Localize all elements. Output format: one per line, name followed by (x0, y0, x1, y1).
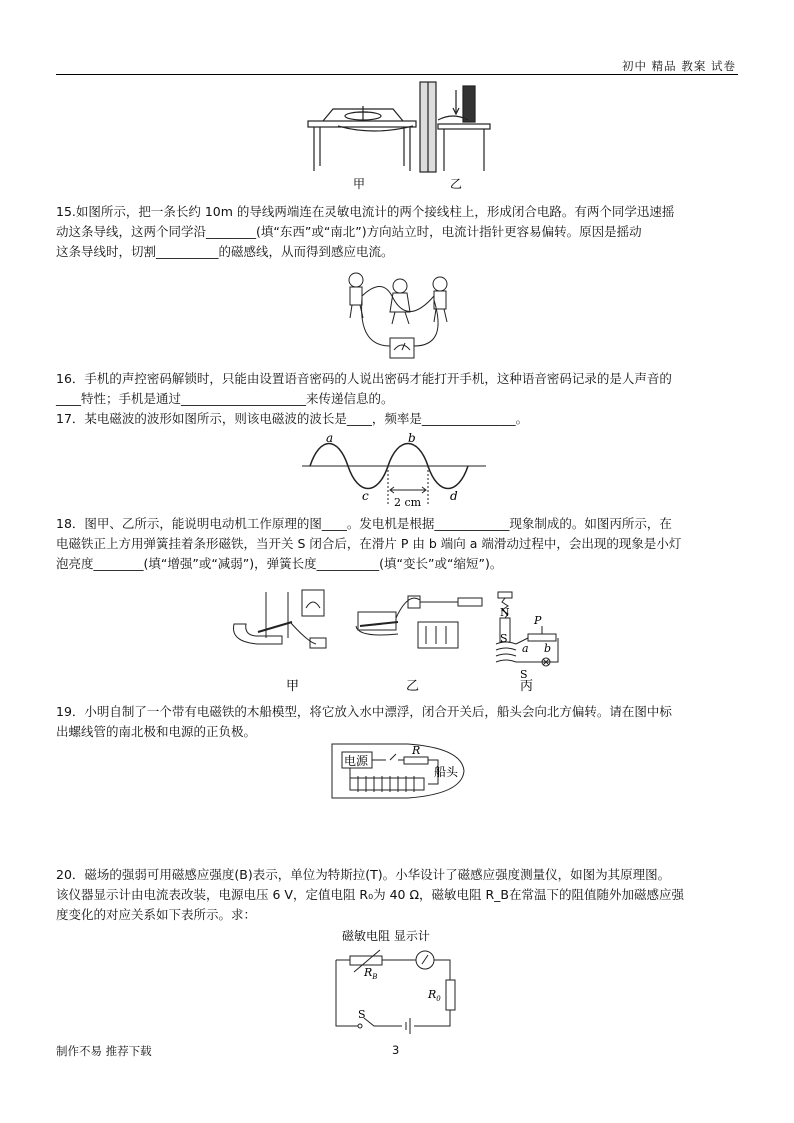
question-17 (56, 409, 744, 429)
question-20 (56, 865, 744, 925)
question-19 (56, 702, 744, 742)
q19-line2: 出螺线管的南北极和电源的正负极。 (56, 724, 257, 739)
experiment-figure-top (298, 76, 508, 196)
q16-line1: 16．手机的声控密码解锁时，只能由设置语音密码的人说出密码才能打开手机，这种语音密码记录的是人声音的 (56, 371, 672, 386)
rb-label: $R_B$ (364, 966, 378, 981)
label-P: P (534, 614, 542, 627)
page-number: 3 (392, 1043, 400, 1057)
label-S-switch: S (520, 668, 528, 681)
q15-line3: 这条导线时，切割__________的磁感线，从而得到感应电流。 (56, 244, 394, 259)
q18-line3: 泡亮度________(填“增强”或“减弱”)，弹簧长度__________(填“变长”或“缩短”)。 (56, 556, 503, 571)
q15-line1: 15.如图所示，把一条长约 10m 的导线两端连在灵敏电流计的两个接线柱上，形成闭合电路。有两个同学迅速摇 (56, 204, 675, 219)
wave-label-b: b (408, 431, 416, 445)
q16-line2: ____特性；手机是通过____________________来传递信息的。 (56, 391, 394, 406)
caption-yi-18: 乙 (406, 679, 420, 694)
caption-yi: 乙 (450, 177, 463, 191)
label-S: S (500, 632, 508, 645)
label-a: a (522, 642, 529, 655)
resistor-label: R (412, 744, 421, 757)
q20-line2: 该仪器显示计由电流表改装，电源电压 6 V，定值电阻 R₀为 40 Ω，磁敏电阻 R_B在常温下的阻值随外加磁感应强 (56, 887, 685, 902)
r0-label: $R_0$ (428, 988, 441, 1003)
wave-label-d: d (450, 489, 458, 503)
label-b: b (544, 642, 552, 655)
question-16 (56, 369, 744, 409)
caption-bing-18: 丙 (520, 679, 534, 694)
q18-line1: 18．图甲、乙所示，能说明电动机工作原理的图____。发电机是根据____________现象制成的。如图丙所示，在 (56, 516, 672, 531)
label-N: N (500, 606, 510, 619)
caption-jia: 甲 (353, 177, 366, 191)
page-header (56, 58, 738, 75)
q20-line1: 20．磁场的强弱可用磁感应强度(B)表示，单位为特斯拉(T)。小华设计了磁感应强度测量仪，如图为其原理图。 (56, 867, 671, 882)
switch-label: S (358, 1008, 366, 1021)
wave-label-a: a (326, 431, 334, 445)
motor-generator-figure (228, 582, 568, 694)
question-15 (56, 202, 744, 262)
wave-figure (300, 430, 490, 510)
bow-label: 船头 (434, 765, 459, 779)
q20-line3: 度变化的对应关系如下表所示。求： (56, 907, 257, 922)
q19-line1: 19．小明自制了一个带有电磁铁的木船模型，将它放入水中漂浮，闭合开关后，船头会向北方偏转。请在图中标 (56, 704, 672, 719)
q15-line2: 动这条导线，这两个同学沿________(填“东西”或“南北”)方向站立时，电流计指针更容易偏转。原因是摇动 (56, 224, 642, 239)
circuit-title: 磁敏电阻 显示计 (342, 929, 430, 943)
q18-line2: 电磁铁正上方用弹簧挂着条形磁铁，当开关 S 闭合后，在滑片 P 由 b 端向 a 端滑动过程中，会出现的现象是小灯 (56, 536, 682, 551)
header-text: 初中 精品 教案 试卷 (622, 59, 736, 73)
students-wire-figure (338, 266, 458, 362)
caption-jia-18: 甲 (286, 679, 300, 694)
question-18 (56, 514, 744, 574)
power-label: 电源 (344, 754, 369, 768)
sensor-circuit-figure (330, 926, 470, 1034)
wave-distance-label: 2 cm (394, 496, 422, 509)
boat-figure (328, 740, 468, 802)
footer-left: 制作不易 推荐下载 (56, 1044, 152, 1058)
wave-label-c: c (362, 489, 369, 503)
q17-line1: 17．某电磁波的波形如图所示，则该电磁波的波长是____，频率是_______________。 (56, 411, 529, 426)
